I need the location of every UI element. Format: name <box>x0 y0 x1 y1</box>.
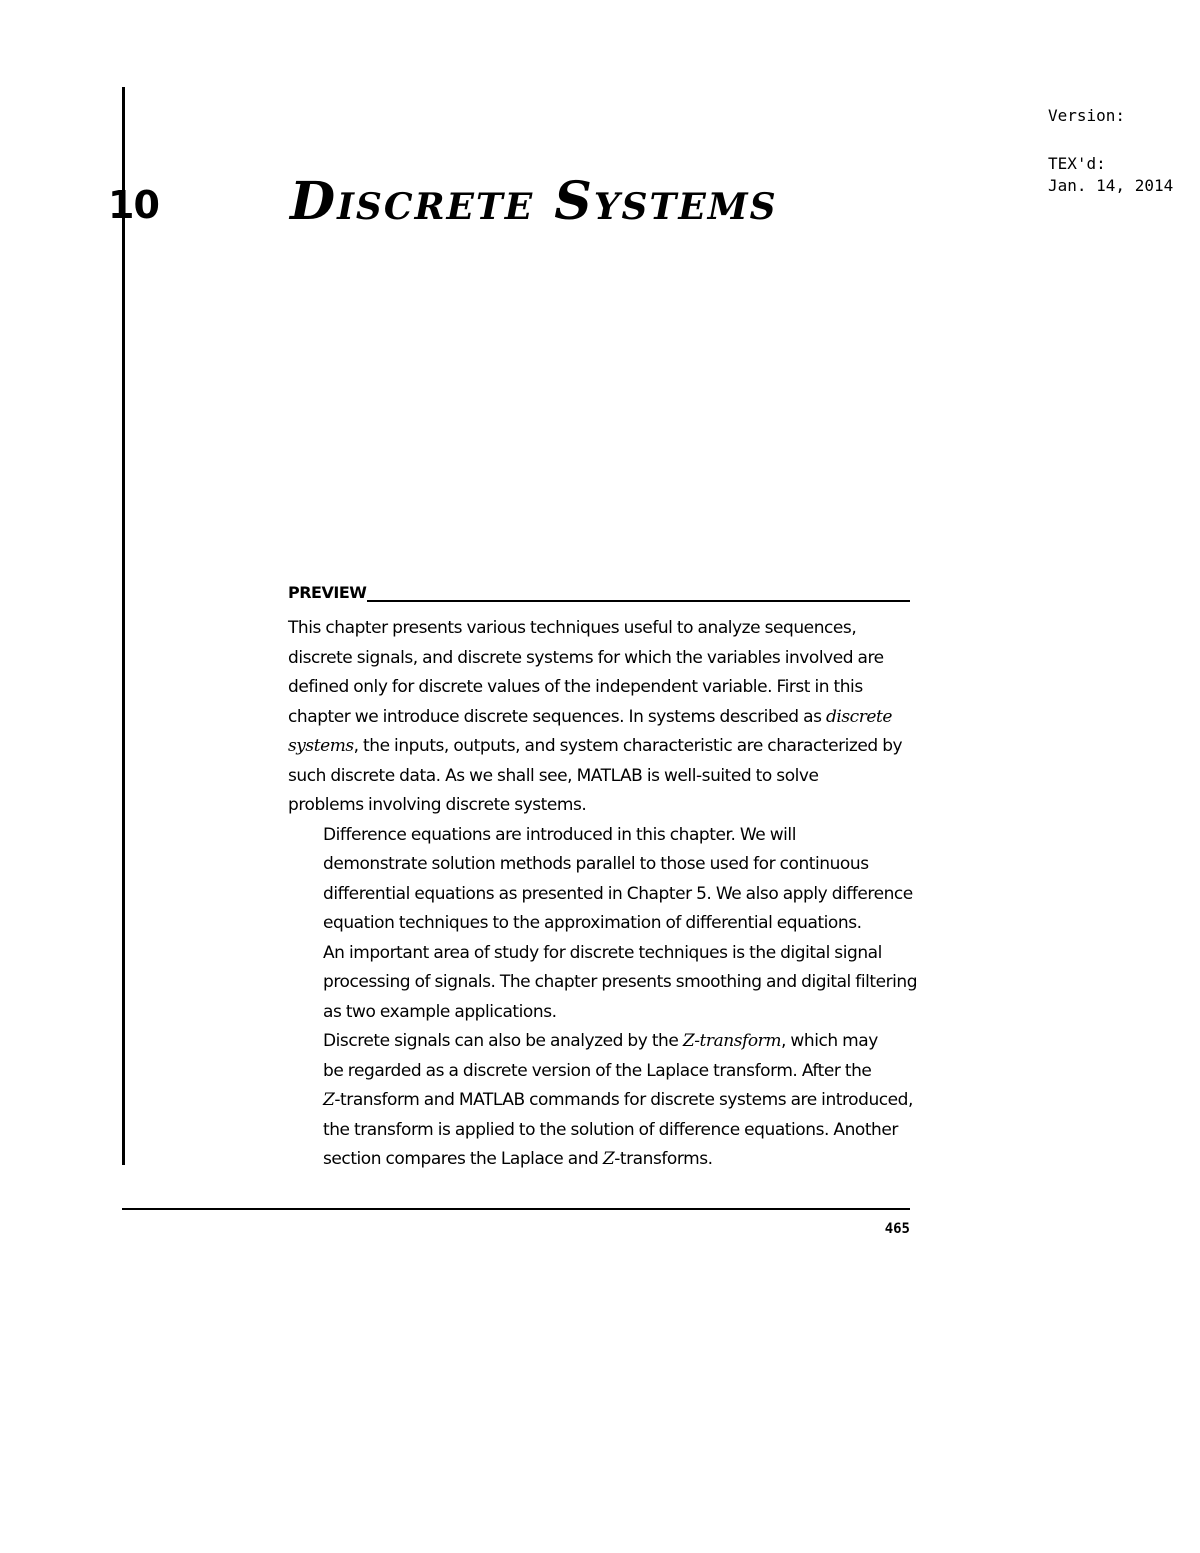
text-line: as two example applications. <box>323 1001 557 1022</box>
text-segment: section compares the Laplace and <box>323 1149 603 1169</box>
text-line: be regarded as a discrete version of the Laplace transform. After the <box>323 1060 872 1081</box>
emphasis-term: Z-transform <box>682 1031 782 1051</box>
preview-rule <box>367 600 910 602</box>
text-line: discrete signals, and discrete systems for which the variables involved are <box>288 647 884 668</box>
text-line: such discrete data. As we shall see, MATLAB is well-suited to solve <box>288 765 819 786</box>
emphasis-term: systems <box>288 736 354 756</box>
text-line: equation techniques to the approximation of differential equations. <box>323 913 862 933</box>
text-line <box>288 732 910 762</box>
emphasis-term: discrete <box>825 706 892 727</box>
text-segment: chapter we introduce discrete sequences. In systems described as <box>288 706 826 727</box>
text-line: Difference equations are introduced in this chapter. We will <box>323 824 796 845</box>
text-line: problems involving discrete systems. <box>288 795 587 815</box>
text-line: An important area of study for discrete techniques is the digital signal <box>323 942 882 963</box>
preview-body <box>288 614 918 1175</box>
margin-note-version: Version: <box>1048 106 1126 125</box>
preview-paragraph-2 <box>288 821 913 939</box>
text-line: processing of signals. The chapter presents smoothing and digital filtering <box>323 972 918 992</box>
preview-paragraph-1 <box>288 614 910 821</box>
margin-note-texd: TEX'd: <box>1048 154 1106 173</box>
text-segment: -transforms. <box>614 1149 713 1169</box>
emphasis-term: Z <box>602 1149 615 1169</box>
emphasis-term: Z <box>323 1090 335 1110</box>
preview-label: PREVIEW <box>288 583 367 602</box>
text-line: demonstrate solution methods parallel to those used for continuous <box>323 854 869 874</box>
left-margin-rule <box>122 87 125 1165</box>
text-line <box>288 1145 910 1175</box>
chapter-number: 10 <box>108 183 159 227</box>
footer-rule <box>122 1208 910 1210</box>
text-line: differential equations as presented in Chapter 5. We also apply difference <box>323 883 913 904</box>
text-line: defined only for discrete values of the independent variable. First in this <box>288 677 863 697</box>
text-line <box>288 1027 910 1057</box>
chapter-title: Discrete Systems <box>290 171 778 232</box>
text-line <box>288 1086 913 1116</box>
margin-note-date: Jan. 14, 2014 <box>1048 176 1174 195</box>
page-number: 465 <box>884 1221 910 1237</box>
text-line <box>288 703 910 733</box>
text-segment: , the inputs, outputs, and system characteristic are characterized by <box>353 736 903 756</box>
text-segment: Discrete signals can also be analyzed by the <box>323 1031 683 1051</box>
text-line: This chapter presents various techniques useful to analyze sequences, <box>288 618 857 638</box>
text-segment: , which may <box>781 1031 878 1051</box>
preview-paragraph-3 <box>288 939 918 1028</box>
preview-heading <box>288 583 910 603</box>
text-segment: -transform and MATLAB commands for discrete systems are introduced, <box>334 1090 913 1110</box>
preview-paragraph-4 <box>288 1027 913 1175</box>
text-line: the transform is applied to the solution of difference equations. Another <box>323 1119 898 1140</box>
